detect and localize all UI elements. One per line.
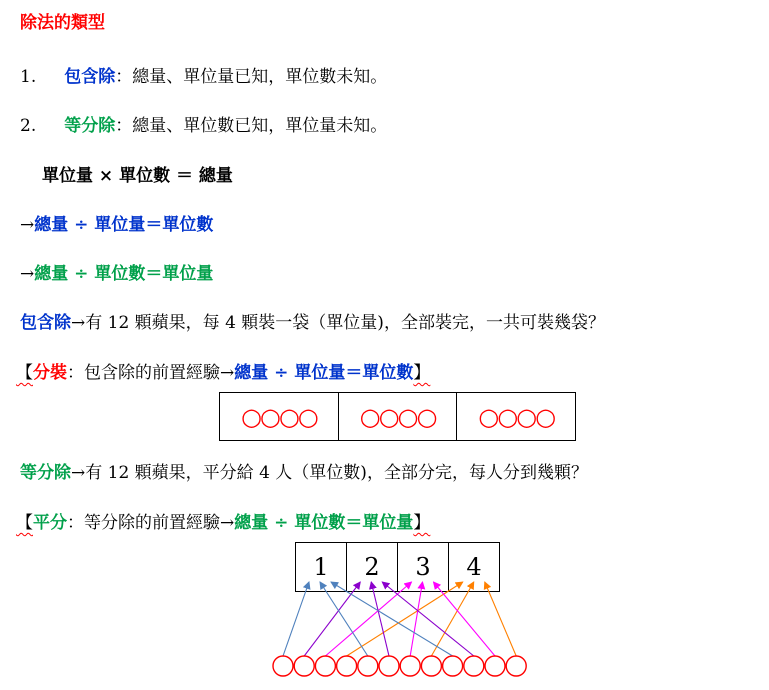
formula-text: 總量 ÷ 單位量＝單位數 (34, 215, 214, 235)
apple-circle (464, 656, 484, 676)
apple-circles: ○○○○ (359, 402, 436, 431)
share-arrow (320, 582, 368, 656)
share-arrow (485, 582, 516, 656)
definition-text: ：總量、單位量已知，單位數未知。 (115, 67, 388, 87)
share-cell-4: 4 (466, 553, 482, 581)
apple-circle (379, 656, 399, 676)
share-arrow (434, 582, 496, 656)
term-fenzhuang: 分裝 (33, 363, 67, 383)
apple-circle (315, 656, 335, 676)
list-number: 1. (20, 67, 37, 87)
term-pingfen: 平分 (33, 513, 67, 533)
bracket-close: 】 (413, 363, 431, 383)
bracket-open: 【 (16, 363, 33, 383)
share-arrow (382, 582, 474, 656)
bracket-open: 【 (16, 513, 33, 533)
list-number: 2. (20, 116, 37, 136)
term-quotative: 包含除 (20, 313, 71, 333)
example-text: →有 12 顆蘋果，每 4 顆裝一袋（單位量)，全部裝完，一共可裝幾袋？ (71, 313, 605, 333)
term-partitive: 等分除 (64, 116, 116, 136)
share-arrow (431, 582, 473, 656)
page-title: 除法的類型 (20, 13, 105, 33)
share-cell-1: 1 (296, 543, 347, 591)
bracket-text: ：等分除的前置經驗→ (67, 513, 235, 533)
formula-main: 單位量 × 單位數 ＝ 總量 (42, 166, 233, 186)
bracket-formula: 總量 ÷ 單位量＝單位數 (234, 363, 414, 383)
apple-circle (273, 656, 293, 676)
formula-text: 總量 ÷ 單位數＝單位量 (34, 264, 214, 284)
term-quotative: 包含除 (64, 67, 116, 87)
share-arrow (347, 582, 463, 656)
arrow-symbol: → (20, 215, 35, 235)
arrow-symbol: → (20, 264, 35, 284)
share-cell-3: 3 (398, 543, 449, 591)
bracket-formula: 總量 ÷ 單位數＝單位量 (234, 513, 414, 533)
share-arrow (283, 582, 309, 656)
definition-text: ：總量、單位數已知，單位量未知。 (115, 116, 388, 136)
share-arrow (331, 582, 453, 656)
apple-circle (358, 656, 378, 676)
apple-circle (294, 656, 314, 676)
apple-circle (421, 656, 441, 676)
apple-row (273, 656, 526, 676)
share-arrow (325, 582, 411, 656)
apple-circle (485, 656, 505, 676)
bracket-close: 】 (413, 513, 431, 533)
arrow-layer (283, 582, 516, 656)
apple-circle (400, 656, 420, 676)
apple-circles: ○○○○ (240, 402, 317, 431)
term-partitive: 等分除 (20, 463, 71, 483)
bracket-text: ：包含除的前置經驗→ (67, 363, 235, 383)
share-cell-2: 2 (347, 543, 398, 591)
apple-circle (337, 656, 357, 676)
example-text: →有 12 顆蘋果，平分給 4 人（單位數)，全部分完，每人分到幾顆？ (71, 463, 588, 483)
share-arrow (410, 582, 422, 656)
apple-circles: ○○○○ (478, 402, 555, 431)
apple-circle (443, 656, 463, 676)
share-arrow (371, 582, 389, 656)
apple-circle (506, 656, 526, 676)
share-arrow (304, 582, 360, 656)
